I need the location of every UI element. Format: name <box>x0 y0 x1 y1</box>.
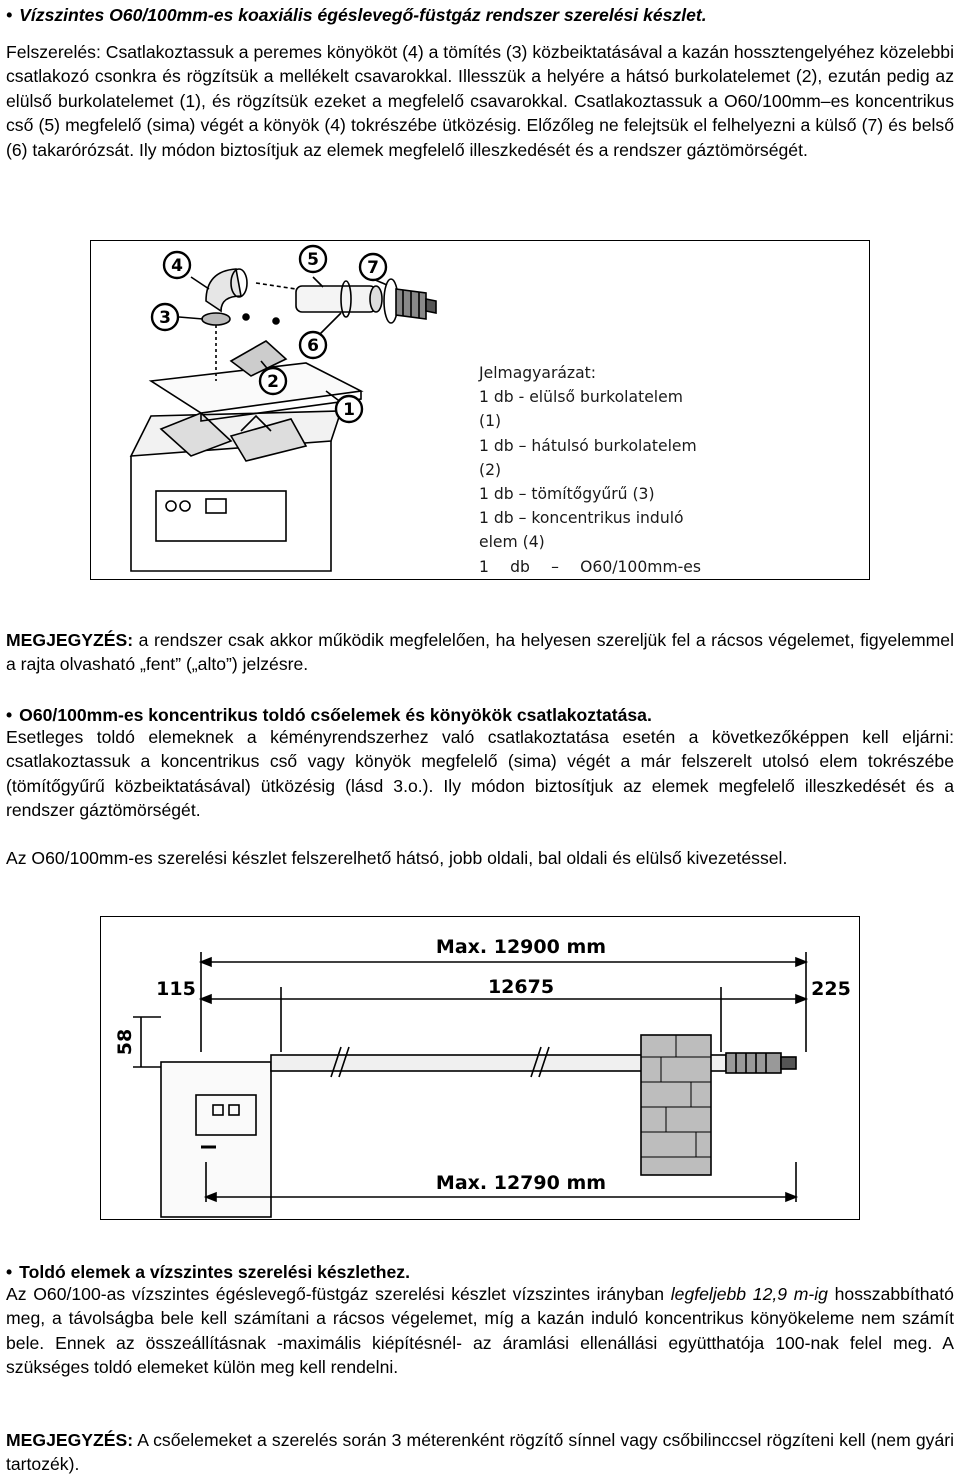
callout-7: 7 <box>367 258 379 278</box>
legend-heading: Jelmagyarázat: <box>479 364 597 382</box>
section3-text-italic: legfeljebb 12,9 m-ig <box>670 1284 828 1304</box>
note1-text: a rendszer csak akkor működik megfelelően, ha helyesen szereljük fel a rácsos végelemet, figyelemmel a rajta olvasható „fent” („alto”) jelzésre. <box>6 630 954 675</box>
left-offset-dim: 115 <box>156 978 196 1000</box>
callout-6: 6 <box>307 336 319 356</box>
callout-3: 3 <box>159 308 171 328</box>
exploded-assembly-figure <box>90 240 870 580</box>
section3-paragraph <box>6 1282 954 1380</box>
note2-text: A csőelemeket a szerelés során 3 méterenként rögzítő sínnel vagy csőbilinccsel rögzíteni kell (nem gyári tartozék). <box>6 1430 954 1475</box>
dimension-drawing-figure <box>100 916 860 1220</box>
legend-item: 1 db – koncentrikus induló elem (4) <box>479 509 684 552</box>
dimension-drawing <box>101 917 860 1220</box>
legend <box>479 361 701 580</box>
section2-title: • O60/100mm-es koncentrikus toldó csőelemek és könyökök csatlakoztatása. <box>6 703 954 727</box>
section1-paragraph: Felszerelés: Csatlakoztassuk a peremes könyököt (4) a tömítés (3) közbeiktatásával a kazán hossztengelyéhez közelebbi csatlakozó csonkra és rögzítsük a mellékelt csavarokkal. Illesszük a helyére a hátsó burkolatelemet (2), ezután pedig az elülső burkolatelemet (1), és rögzítsük ezeket a megfelelő csavarokkal. Csatlakoztassuk a O60/100mm–es koncentrikus cső (5) megfelelő (sima) végét a könyök (4) tokrészébe ütközésig. Előzőleg ne felejtsük el felhelyezni a külső (7) és belső (6) takarórózsát. Ily módon biztosítjuk az elemek megfelelő illeszkedését és a rendszer gáztömörségét. <box>6 42 954 160</box>
center-length-dim: 12675 <box>487 976 555 998</box>
callout-2: 2 <box>267 372 279 392</box>
note2-paragraph <box>6 1428 954 1477</box>
note2-label: MEGJEGYZÉS: <box>6 1430 134 1450</box>
max-length-bottom: Max. 12790 mm <box>435 1172 607 1194</box>
note1-paragraph <box>6 628 954 677</box>
callout-5: 5 <box>307 250 319 270</box>
legend-item: 1 db – hátulsó burkolatelem (2) <box>479 436 697 479</box>
max-length-top: Max. 12900 mm <box>435 936 607 958</box>
section1-title: • Vízszintes O60/100mm-es koaxiális égéslevegő-füstgáz rendszer szerelési készlet. <box>6 3 707 27</box>
callout-4: 4 <box>171 256 183 276</box>
section2-paragraph: Esetleges toldó elemeknek a kéményrendszerhez való csatlakoztatása esetén a következőképpen kell eljárni: csatlakoztassuk a koncentrikus cső vagy könyök megfelelő (sima) végét a már felszerelt utolsó elem tokrészébe (tömítőgyűrű közbeiktatásával) ütközésig (lásd 3.o.). Ily módon biztosítjuk az elemek megfelelő illeszkedését és a rendszer gáztömörségét. <box>6 727 954 821</box>
legend-item: 1 db - elülső burkolatelem (1) <box>479 388 683 431</box>
section3-title: • Toldó elemek a vízszintes szerelési készlethez. <box>6 1260 954 1284</box>
legend-item: 1 db – O60/100mm-es <box>479 557 701 576</box>
height-dim: 58 <box>114 1028 136 1056</box>
legend-item: 1 db – tömítőgyűrű (3) <box>479 485 655 504</box>
section3-text-2: hosszabbítható meg, a távolságba bele kell számítani a rácsos végelemet, míg a kazán induló koncentrikus könyökeleme nem számít bele. Ennek az összeállításnak -maximális kiépítésnél- az áramlási ellenállási együtthatója 100-nak felel meg. A szükséges toldó elemeket külön meg kell rendelni. <box>6 1284 954 1378</box>
callout-1: 1 <box>343 400 355 420</box>
right-offset-dim: 225 <box>811 978 851 1000</box>
section3-text-1: Az O60/100-as vízszintes égéslevegő-füstgáz szerelési készlet vízszintes irányban <box>6 1284 671 1304</box>
kit-outlet-note: Az O60/100mm-es szerelési készlet felszerelhető hátsó, jobb oldali, bal oldali és elülső kivezetéssel. <box>6 848 788 868</box>
note1-label: MEGJEGYZÉS: <box>6 630 134 650</box>
